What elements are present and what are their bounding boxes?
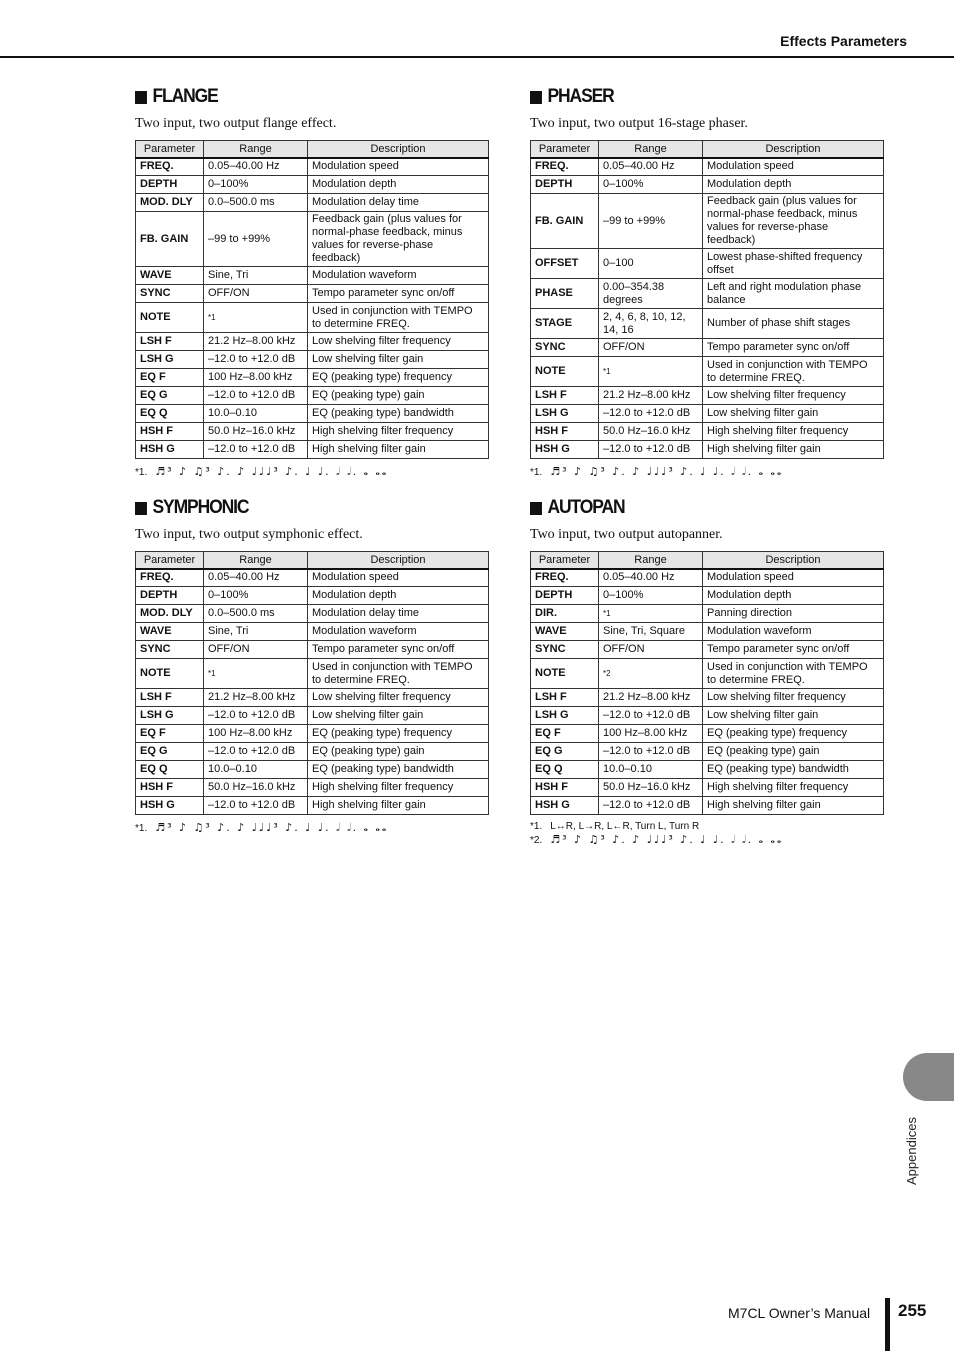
range-cell: 21.2 Hz–8.00 kHz <box>599 689 703 707</box>
autopan-section <box>530 497 883 847</box>
appendices-label: Appendices <box>904 1117 919 1185</box>
footnote: *1. ♬³ ♪ ♫³ ♪. ♪ ♩♩♩³ ♪. ♩ ♩. 𝅗𝅥 𝅗𝅥. 𝅝 𝅝𝅝 <box>135 821 389 834</box>
table-row <box>531 194 884 249</box>
param-cell: FREQ. <box>136 158 204 176</box>
description-cell: EQ (peaking type) bandwidth <box>308 405 489 423</box>
range-cell: OFF/ON <box>599 339 703 357</box>
param-cell: PHASE <box>531 279 599 309</box>
param-cell: DEPTH <box>136 176 204 194</box>
description-cell: Feedback gain (plus values for normal-phase feedback, minus values for reverse-phase feedback) <box>703 194 884 249</box>
column-header-range: Range <box>204 141 308 158</box>
table-row <box>136 194 489 212</box>
column-header-range: Range <box>204 552 308 569</box>
range-cell: –12.0 to +12.0 dB <box>599 405 703 423</box>
section-intro: Two input, two output symphonic effect. <box>135 527 363 542</box>
table-row <box>531 587 884 605</box>
table-row <box>136 743 489 761</box>
section-intro: Two input, two output flange effect. <box>135 116 337 131</box>
param-cell: EQ G <box>136 387 204 405</box>
range-cell: 100 Hz–8.00 kHz <box>204 369 308 387</box>
running-header: Effects Parameters <box>780 33 907 49</box>
param-cell: EQ F <box>531 725 599 743</box>
range-cell: 21.2 Hz–8.00 kHz <box>599 387 703 405</box>
param-cell: HSH F <box>136 779 204 797</box>
description-cell: EQ (peaking type) gain <box>703 743 884 761</box>
description-cell: Number of phase shift stages <box>703 309 884 339</box>
description-cell: High shelving filter gain <box>308 797 489 815</box>
description-cell: Used in conjunction with TEMPO to determine FREQ. <box>308 659 489 689</box>
column-header-range: Range <box>599 552 703 569</box>
table-row <box>136 333 489 351</box>
range-cell: OFF/ON <box>204 285 308 303</box>
param-cell: WAVE <box>136 267 204 285</box>
description-cell: High shelving filter frequency <box>308 779 489 797</box>
table-row <box>136 797 489 815</box>
description-cell: Used in conjunction with TEMPO to determine FREQ. <box>308 303 489 333</box>
param-cell: LSH G <box>136 707 204 725</box>
section-title: AUTOPAN <box>530 497 855 519</box>
param-cell: LSH F <box>136 689 204 707</box>
footnote: *1. ♬³ ♪ ♫³ ♪. ♪ ♩♩♩³ ♪. ♩ ♩. 𝅗𝅥 𝅗𝅥. 𝅝 𝅝𝅝 <box>135 465 389 478</box>
table-row <box>531 707 884 725</box>
range-cell: 10.0–0.10 <box>204 405 308 423</box>
range-cell: 2, 4, 6, 8, 10, 12, 14, 16 <box>599 309 703 339</box>
table-row <box>136 285 489 303</box>
range-cell: 0–100% <box>599 176 703 194</box>
table-row <box>531 689 884 707</box>
description-cell: Modulation speed <box>703 569 884 587</box>
table-row <box>136 351 489 369</box>
param-cell: EQ F <box>136 725 204 743</box>
description-cell: Modulation speed <box>703 158 884 176</box>
range-cell: Sine, Tri <box>204 267 308 285</box>
symphonic-section <box>135 497 488 835</box>
table-row <box>136 605 489 623</box>
range-cell: 0.05–40.00 Hz <box>599 569 703 587</box>
table-row <box>136 659 489 689</box>
range-cell: *2 <box>599 659 703 689</box>
description-cell: EQ (peaking type) bandwidth <box>308 761 489 779</box>
table-row <box>136 158 489 176</box>
range-cell: *1 <box>599 605 703 623</box>
param-cell: LSH G <box>531 405 599 423</box>
table-row <box>136 761 489 779</box>
table-row <box>531 725 884 743</box>
param-cell: WAVE <box>531 623 599 641</box>
description-cell: EQ (peaking type) frequency <box>308 725 489 743</box>
autopan-table <box>530 551 884 815</box>
description-cell: Modulation waveform <box>308 623 489 641</box>
description-cell: Low shelving filter frequency <box>308 333 489 351</box>
table-row <box>531 779 884 797</box>
param-cell: SYNC <box>531 339 599 357</box>
table-row <box>531 797 884 815</box>
param-cell: WAVE <box>136 623 204 641</box>
description-cell: High shelving filter gain <box>703 441 884 459</box>
column-header-parameter: Parameter <box>531 141 599 158</box>
description-cell: EQ (peaking type) gain <box>308 387 489 405</box>
range-cell: –99 to +99% <box>204 212 308 267</box>
table-row <box>531 279 884 309</box>
range-cell: –12.0 to +12.0 dB <box>204 351 308 369</box>
range-cell: Sine, Tri <box>204 623 308 641</box>
param-cell: SYNC <box>136 285 204 303</box>
description-cell: High shelving filter frequency <box>703 779 884 797</box>
range-cell: 0.0–500.0 ms <box>204 194 308 212</box>
section-bullet-icon <box>135 91 147 104</box>
symphonic-table <box>135 551 489 815</box>
section-bullet-icon <box>530 91 542 104</box>
description-cell: Lowest phase-shifted frequency offset <box>703 249 884 279</box>
section-intro: Two input, two output 16-stage phaser. <box>530 116 748 131</box>
param-cell: NOTE <box>136 659 204 689</box>
description-cell: Tempo parameter sync on/off <box>703 641 884 659</box>
param-cell: FB. GAIN <box>531 194 599 249</box>
range-cell: 10.0–0.10 <box>599 761 703 779</box>
param-cell: EQ Q <box>136 405 204 423</box>
description-cell: Low shelving filter gain <box>308 351 489 369</box>
param-cell: LSH F <box>531 387 599 405</box>
description-cell: Low shelving filter frequency <box>703 689 884 707</box>
column-header-parameter: Parameter <box>136 141 204 158</box>
table-row <box>136 369 489 387</box>
column-header-description: Description <box>308 552 489 569</box>
param-cell: LSH F <box>531 689 599 707</box>
table-row <box>531 339 884 357</box>
param-cell: DEPTH <box>136 587 204 605</box>
section-title: PHASER <box>530 86 855 108</box>
table-row <box>136 176 489 194</box>
description-cell: Feedback gain (plus values for normal-phase feedback, minus values for reverse-phase feedback) <box>308 212 489 267</box>
param-cell: SYNC <box>136 641 204 659</box>
range-cell: 0.00–354.38 degrees <box>599 279 703 309</box>
description-cell: Used in conjunction with TEMPO to determine FREQ. <box>703 357 884 387</box>
range-cell: –12.0 to +12.0 dB <box>599 797 703 815</box>
page-number: 255 <box>898 1301 927 1320</box>
description-cell: High shelving filter gain <box>703 797 884 815</box>
table-row <box>136 405 489 423</box>
param-cell: DIR. <box>531 605 599 623</box>
param-cell: HSH F <box>136 423 204 441</box>
description-cell: Low shelving filter frequency <box>703 387 884 405</box>
footnote: *1. ♬³ ♪ ♫³ ♪. ♪ ♩♩♩³ ♪. ♩ ♩. 𝅗𝅥 𝅗𝅥. 𝅝 𝅝𝅝 <box>530 465 784 478</box>
param-cell: HSH G <box>531 441 599 459</box>
table-row <box>531 423 884 441</box>
range-cell: 21.2 Hz–8.00 kHz <box>204 689 308 707</box>
column-header-description: Description <box>308 141 489 158</box>
table-row <box>136 569 489 587</box>
description-cell: Low shelving filter gain <box>308 707 489 725</box>
range-cell: –99 to +99% <box>599 194 703 249</box>
param-cell: DEPTH <box>531 587 599 605</box>
param-cell: HSH F <box>531 423 599 441</box>
section-title: SYMPHONIC <box>135 497 460 519</box>
table-row <box>531 761 884 779</box>
range-cell: –12.0 to +12.0 dB <box>204 797 308 815</box>
table-row <box>531 249 884 279</box>
range-cell: 0.0–500.0 ms <box>204 605 308 623</box>
table-row <box>531 176 884 194</box>
param-cell: SYNC <box>531 641 599 659</box>
note-values-icon: ♬³ ♪ ♫³ ♪. ♪ ♩♩♩³ ♪. ♩ ♩. 𝅗𝅥 𝅗𝅥. 𝅝 𝅝𝅝 <box>155 465 389 478</box>
flange-table <box>135 140 489 459</box>
description-cell: Tempo parameter sync on/off <box>308 641 489 659</box>
param-cell: LSH G <box>136 351 204 369</box>
range-cell: –12.0 to +12.0 dB <box>599 743 703 761</box>
param-cell: MOD. DLY <box>136 605 204 623</box>
footnote: *1. L↔R, L→R, L←R, Turn L, Turn R <box>530 821 700 832</box>
note-values-icon: ♬³ ♪ ♫³ ♪. ♪ ♩♩♩³ ♪. ♩ ♩. 𝅗𝅥 𝅗𝅥. 𝅝 𝅝𝅝 <box>550 833 784 846</box>
description-cell: Modulation depth <box>308 176 489 194</box>
param-cell: HSH G <box>136 441 204 459</box>
description-cell: Low shelving filter gain <box>703 405 884 423</box>
section-bullet-icon <box>135 502 147 515</box>
column-header-parameter: Parameter <box>136 552 204 569</box>
param-cell: LSH G <box>531 707 599 725</box>
description-cell: EQ (peaking type) bandwidth <box>703 761 884 779</box>
param-cell: EQ Q <box>531 761 599 779</box>
description-cell: High shelving filter gain <box>308 441 489 459</box>
range-cell: 0–100% <box>204 587 308 605</box>
phaser-table <box>530 140 884 459</box>
description-cell: Tempo parameter sync on/off <box>308 285 489 303</box>
table-row <box>136 641 489 659</box>
table-row <box>531 641 884 659</box>
table-row <box>531 158 884 176</box>
appendices-tab <box>903 1053 954 1101</box>
description-cell: Modulation waveform <box>703 623 884 641</box>
range-cell: *1 <box>599 357 703 387</box>
range-cell: –12.0 to +12.0 dB <box>599 441 703 459</box>
range-cell: 0.05–40.00 Hz <box>204 158 308 176</box>
range-cell: –12.0 to +12.0 dB <box>204 441 308 459</box>
range-cell: 0–100% <box>204 176 308 194</box>
param-cell: FREQ. <box>136 569 204 587</box>
column-header-range: Range <box>599 141 703 158</box>
param-cell: NOTE <box>531 357 599 387</box>
param-cell: NOTE <box>136 303 204 333</box>
description-cell: Modulation speed <box>308 569 489 587</box>
table-row <box>136 623 489 641</box>
range-cell: 100 Hz–8.00 kHz <box>599 725 703 743</box>
range-cell: Sine, Tri, Square <box>599 623 703 641</box>
description-cell: Low shelving filter gain <box>703 707 884 725</box>
table-row <box>531 309 884 339</box>
range-cell: 0–100 <box>599 249 703 279</box>
column-header-description: Description <box>703 552 884 569</box>
param-cell: EQ G <box>136 743 204 761</box>
description-cell: EQ (peaking type) frequency <box>703 725 884 743</box>
table-row <box>136 303 489 333</box>
description-cell: High shelving filter frequency <box>703 423 884 441</box>
range-cell: 10.0–0.10 <box>204 761 308 779</box>
column-header-description: Description <box>703 141 884 158</box>
range-cell: –12.0 to +12.0 dB <box>204 743 308 761</box>
description-cell: Modulation speed <box>308 158 489 176</box>
param-cell: HSH G <box>531 797 599 815</box>
phaser-section <box>530 86 883 479</box>
table-row <box>136 267 489 285</box>
param-cell: HSH F <box>531 779 599 797</box>
description-cell: High shelving filter frequency <box>308 423 489 441</box>
footnotes <box>530 821 883 847</box>
table-row <box>136 725 489 743</box>
description-cell: Panning direction <box>703 605 884 623</box>
description-cell: Left and right modulation phase balance <box>703 279 884 309</box>
description-cell: EQ (peaking type) frequency <box>308 369 489 387</box>
range-cell: –12.0 to +12.0 dB <box>204 707 308 725</box>
left-column <box>135 86 488 853</box>
param-cell: NOTE <box>531 659 599 689</box>
description-cell: EQ (peaking type) gain <box>308 743 489 761</box>
description-cell: Modulation delay time <box>308 194 489 212</box>
range-cell: 50.0 Hz–16.0 kHz <box>204 779 308 797</box>
table-row <box>136 779 489 797</box>
table-row <box>531 605 884 623</box>
range-cell: OFF/ON <box>599 641 703 659</box>
description-cell: Modulation depth <box>703 587 884 605</box>
range-cell: 0–100% <box>599 587 703 605</box>
table-row <box>531 623 884 641</box>
section-title: FLANGE <box>135 86 460 108</box>
range-cell: *1 <box>204 659 308 689</box>
param-cell: FREQ. <box>531 569 599 587</box>
range-cell: 21.2 Hz–8.00 kHz <box>204 333 308 351</box>
note-values-icon: ♬³ ♪ ♫³ ♪. ♪ ♩♩♩³ ♪. ♩ ♩. 𝅗𝅥 𝅗𝅥. 𝅝 𝅝𝅝 <box>155 821 389 834</box>
description-cell: Low shelving filter frequency <box>308 689 489 707</box>
section-bullet-icon <box>530 502 542 515</box>
range-cell: *1 <box>204 303 308 333</box>
param-cell: STAGE <box>531 309 599 339</box>
param-cell: EQ G <box>531 743 599 761</box>
range-cell: 100 Hz–8.00 kHz <box>204 725 308 743</box>
description-cell: Tempo parameter sync on/off <box>703 339 884 357</box>
header-rule <box>0 56 954 58</box>
description-cell: Modulation depth <box>308 587 489 605</box>
table-row <box>136 587 489 605</box>
range-cell: 50.0 Hz–16.0 kHz <box>204 423 308 441</box>
footnote: *2. ♬³ ♪ ♫³ ♪. ♪ ♩♩♩³ ♪. ♩ ♩. 𝅗𝅥 𝅗𝅥. 𝅝 𝅝𝅝 <box>530 833 784 846</box>
param-cell: DEPTH <box>531 176 599 194</box>
param-cell: EQ Q <box>136 761 204 779</box>
footer-manual-title: M7CL Owner’s Manual <box>728 1305 871 1321</box>
flange-section <box>135 86 488 479</box>
param-cell: HSH G <box>136 797 204 815</box>
range-cell: 50.0 Hz–16.0 kHz <box>599 423 703 441</box>
param-cell: FREQ. <box>531 158 599 176</box>
column-header-parameter: Parameter <box>531 552 599 569</box>
param-cell: LSH F <box>136 333 204 351</box>
table-row <box>531 387 884 405</box>
param-cell: FB. GAIN <box>136 212 204 267</box>
table-row <box>531 569 884 587</box>
range-cell: –12.0 to +12.0 dB <box>204 387 308 405</box>
range-cell: 0.05–40.00 Hz <box>599 158 703 176</box>
description-cell: Modulation delay time <box>308 605 489 623</box>
note-values-icon: ♬³ ♪ ♫³ ♪. ♪ ♩♩♩³ ♪. ♩ ♩. 𝅗𝅥 𝅗𝅥. 𝅝 𝅝𝅝 <box>550 465 784 478</box>
param-cell: EQ F <box>136 369 204 387</box>
table-row <box>136 387 489 405</box>
footer-bar <box>885 1298 890 1351</box>
section-intro: Two input, two output autopanner. <box>530 527 723 542</box>
description-cell: Modulation waveform <box>308 267 489 285</box>
table-row <box>136 212 489 267</box>
description-cell: Modulation depth <box>703 176 884 194</box>
description-cell: Used in conjunction with TEMPO to determine FREQ. <box>703 659 884 689</box>
table-row <box>531 357 884 387</box>
right-column <box>530 86 883 865</box>
range-cell: 50.0 Hz–16.0 kHz <box>599 779 703 797</box>
table-row <box>136 423 489 441</box>
param-cell: OFFSET <box>531 249 599 279</box>
range-cell: 0.05–40.00 Hz <box>204 569 308 587</box>
table-row <box>136 707 489 725</box>
table-row <box>531 659 884 689</box>
table-row <box>136 689 489 707</box>
table-row <box>531 743 884 761</box>
param-cell: MOD. DLY <box>136 194 204 212</box>
range-cell: OFF/ON <box>204 641 308 659</box>
table-row <box>531 441 884 459</box>
range-cell: –12.0 to +12.0 dB <box>599 707 703 725</box>
table-row <box>136 441 489 459</box>
table-row <box>531 405 884 423</box>
